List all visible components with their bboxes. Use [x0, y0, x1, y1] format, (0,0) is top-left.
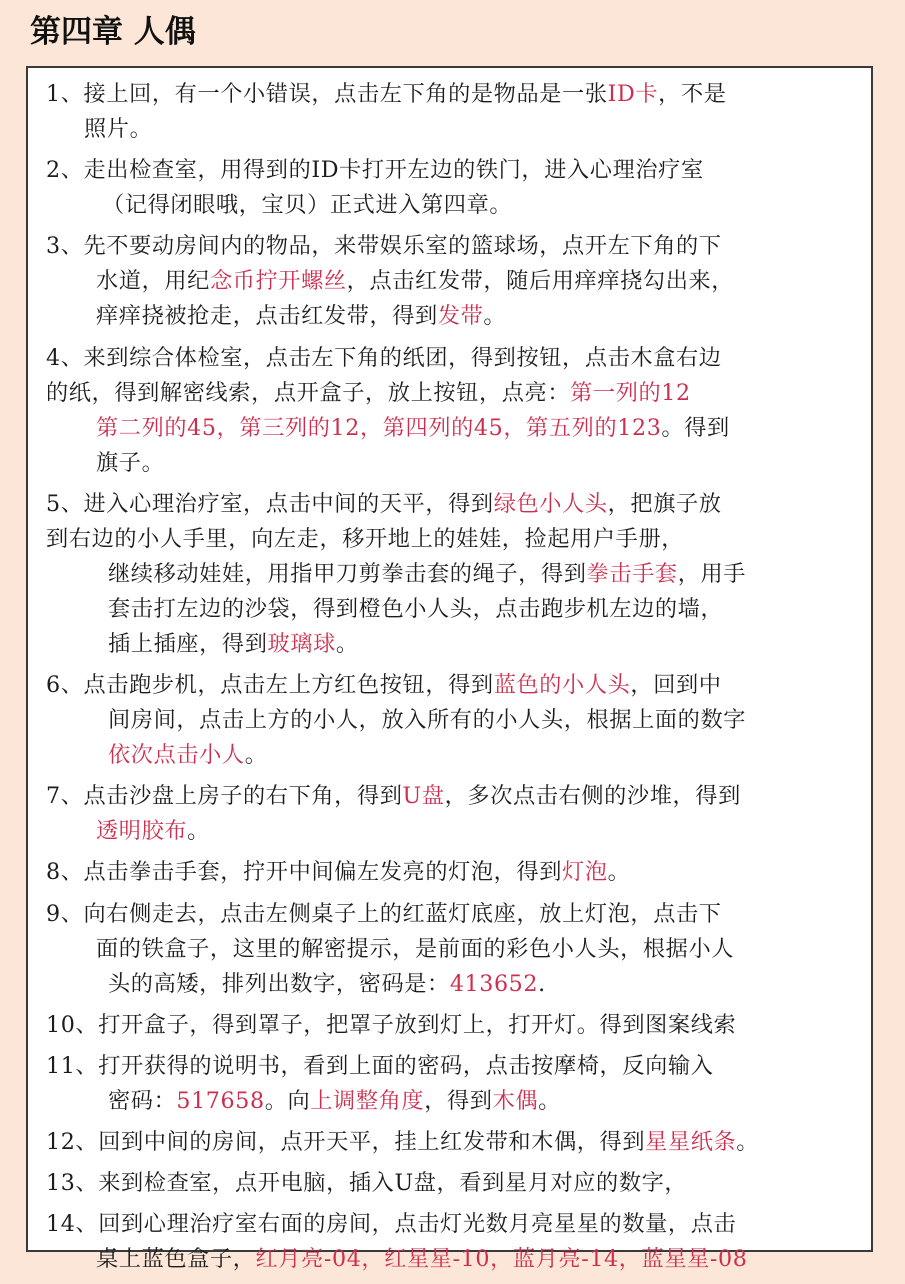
highlight-text: 蓝色的小人头 — [493, 671, 631, 698]
step-text: ，多次点击右侧的沙堆，得到 — [444, 783, 741, 810]
step-text: 头的高矮，排列出数字，密码是： — [108, 970, 450, 997]
step-text: 面的铁盒子，这里的解密提示，是前面的彩色小人头，根据小人 — [96, 935, 735, 962]
highlight-text: 517658 — [176, 1087, 265, 1114]
step-text: ，用手 — [677, 560, 747, 587]
step-line — [46, 855, 863, 890]
step-text: 。 — [607, 859, 631, 886]
step-text: ，把旗子放 — [607, 490, 722, 517]
step-line — [46, 557, 863, 592]
step-line — [46, 77, 863, 112]
step-text: 到右边的小人手里，向左走，移开地上的娃娃，捡起用户手册， — [46, 525, 685, 552]
step-text: 12、回到中间的房间，点开天平，挂上红发带和木偶，得到 — [46, 1129, 646, 1156]
step-line — [46, 1166, 863, 1201]
highlight-text: 玻璃球 — [267, 630, 336, 657]
step-line — [46, 1049, 863, 1084]
step-text: 13、来到检查室，点开电脑，插入U盘，看到星月对应的数字， — [46, 1170, 688, 1197]
highlight-text: U盘 — [402, 783, 445, 810]
highlight-text: 透明胶布 — [96, 818, 188, 845]
step-item — [46, 153, 863, 223]
step-text: 。得到 — [661, 414, 730, 441]
step-text: ，点击红发带，随后用痒痒挠勾出来， — [346, 268, 735, 295]
step-item — [46, 77, 863, 147]
highlight-text: 星星纸条 — [645, 1129, 737, 1156]
step-item — [46, 855, 863, 890]
step-text: 继续移动娃娃，用指甲刀剪拳击套的绳子，得到 — [108, 560, 587, 587]
step-text: ，不是 — [658, 81, 727, 107]
step-text: 。 — [736, 1129, 760, 1156]
step-line — [46, 592, 863, 627]
highlight-text: 灯泡 — [562, 859, 608, 886]
step-line — [46, 341, 863, 376]
highlight-text: 依次点击小人 — [108, 741, 245, 768]
step-text: 10、打开盒子，得到罩子，把罩子放到灯上，打开灯。得到图案线索 — [46, 1011, 737, 1038]
highlight-text: 念币拧开螺丝 — [209, 268, 347, 295]
highlight-text: 木偶 — [492, 1087, 539, 1114]
step-text: ，回到中 — [630, 671, 722, 698]
step-text: 14、回到心理治疗室右面的房间，点击灯光数月亮星星的数量，点击 — [46, 1211, 737, 1238]
highlight-text: 拳击手套 — [586, 560, 678, 587]
step-item — [46, 1125, 863, 1160]
step-text: 套击打左边的沙袋，得到橙色小人头，点击跑步机左边的墙， — [108, 595, 724, 622]
highlight-text: 红月亮-04，红星星-10，蓝月亮-14，蓝星星-08 — [255, 1246, 748, 1273]
step-text: （记得闭眼哦，宝贝）正式进入第四章。 — [102, 192, 513, 219]
step-line — [46, 229, 863, 264]
step-line — [46, 627, 863, 662]
step-line — [46, 446, 863, 481]
step-item — [46, 487, 863, 662]
walkthrough-card — [26, 66, 873, 1273]
step-item — [46, 1207, 863, 1277]
step-line — [46, 738, 863, 773]
step-line — [46, 668, 863, 703]
step-line — [46, 376, 863, 411]
step-text: 的纸，得到解密线索，点开盒子，放上按钮，点亮： — [46, 379, 571, 406]
highlight-text: 第二列的45，第三列的12，第四列的45，第五列的123 — [96, 414, 662, 441]
step-text: 密码： — [108, 1087, 177, 1114]
step-item — [46, 897, 863, 1002]
step-text: 旗子。 — [96, 449, 165, 476]
step-text: ，得到 — [424, 1087, 493, 1114]
step-text: 。 — [244, 741, 268, 768]
step-text: 水道，用纪 — [96, 268, 210, 295]
step-line — [46, 264, 863, 299]
step-line — [46, 1242, 863, 1277]
step-line — [46, 1125, 863, 1160]
step-line — [46, 814, 863, 849]
step-line — [46, 522, 863, 557]
step-text: 11、打开获得的说明书，看到上面的密码，点击按摩椅，反向输入 — [46, 1052, 714, 1079]
step-text: 5、进入心理治疗室，点击中间的天平，得到 — [46, 490, 494, 517]
step-line — [46, 1084, 863, 1119]
step-line — [46, 779, 863, 814]
step-text: 照片。 — [84, 116, 153, 142]
page-title: 第四章 人偶 — [30, 14, 196, 50]
step-text: . — [538, 970, 546, 997]
step-line — [46, 112, 863, 147]
step-text: 6、点击跑步机，点击左上方红色按钮，得到 — [46, 671, 494, 698]
step-text: 1、接上回，有一个小错误，点击左下角的是物品是一张 — [46, 81, 608, 107]
highlight-text: 绿色小人头 — [493, 490, 608, 517]
step-item — [46, 668, 863, 773]
step-text: 插上插座，得到 — [108, 630, 268, 657]
step-line — [46, 411, 863, 446]
steps-list — [46, 77, 863, 1284]
step-line — [46, 932, 863, 967]
step-line — [46, 967, 863, 1002]
step-line — [46, 1008, 863, 1043]
step-item — [46, 779, 863, 849]
step-line — [46, 188, 863, 223]
step-text: 。 — [538, 1087, 561, 1114]
highlight-text: 413652 — [449, 970, 539, 997]
step-text: 痒痒挠被抢走，点击红发带，得到 — [96, 303, 438, 330]
step-text: 8、点击拳击手套，拧开中间偏左发亮的灯泡，得到 — [46, 859, 563, 886]
step-text: 4、来到综合体检室，点击左下角的纸团，得到按钮，点击木盒右边 — [46, 344, 722, 371]
step-line — [46, 153, 863, 188]
step-item — [46, 1166, 863, 1201]
highlight-text: 第一列的12 — [570, 379, 691, 406]
highlight-text: ID卡 — [607, 81, 659, 107]
step-line — [46, 299, 863, 334]
highlight-text: 上调整角度 — [310, 1087, 425, 1114]
step-text: 。 — [335, 630, 359, 657]
step-text: 桌上蓝色盒子， — [96, 1246, 256, 1273]
step-text: 。向 — [264, 1087, 311, 1114]
step-text: 。 — [187, 818, 210, 845]
step-line — [46, 1207, 863, 1242]
step-line — [46, 487, 863, 522]
highlight-text: 发带 — [437, 303, 484, 330]
step-text: 3、先不要动房间内的物品，来带娱乐室的篮球场，点开左下角的下 — [46, 233, 722, 260]
step-line — [46, 897, 863, 932]
step-text: 2、走出检查室，用得到的ID卡打开左边的铁门，进入心理治疗室 — [46, 157, 704, 184]
step-line — [46, 703, 863, 738]
step-item — [46, 1049, 863, 1119]
step-item — [46, 341, 863, 481]
step-item — [46, 229, 863, 334]
step-text: 9、向右侧走去，点击左侧桌子上的红蓝灯底座，放上灯泡，点击下 — [46, 900, 722, 927]
step-text: 7、点击沙盘上房子的右下角，得到 — [46, 783, 403, 810]
step-item — [46, 1008, 863, 1043]
step-text: 间房间，点击上方的小人，放入所有的小人头，根据上面的数字 — [108, 706, 747, 733]
step-text: 。 — [483, 303, 507, 330]
